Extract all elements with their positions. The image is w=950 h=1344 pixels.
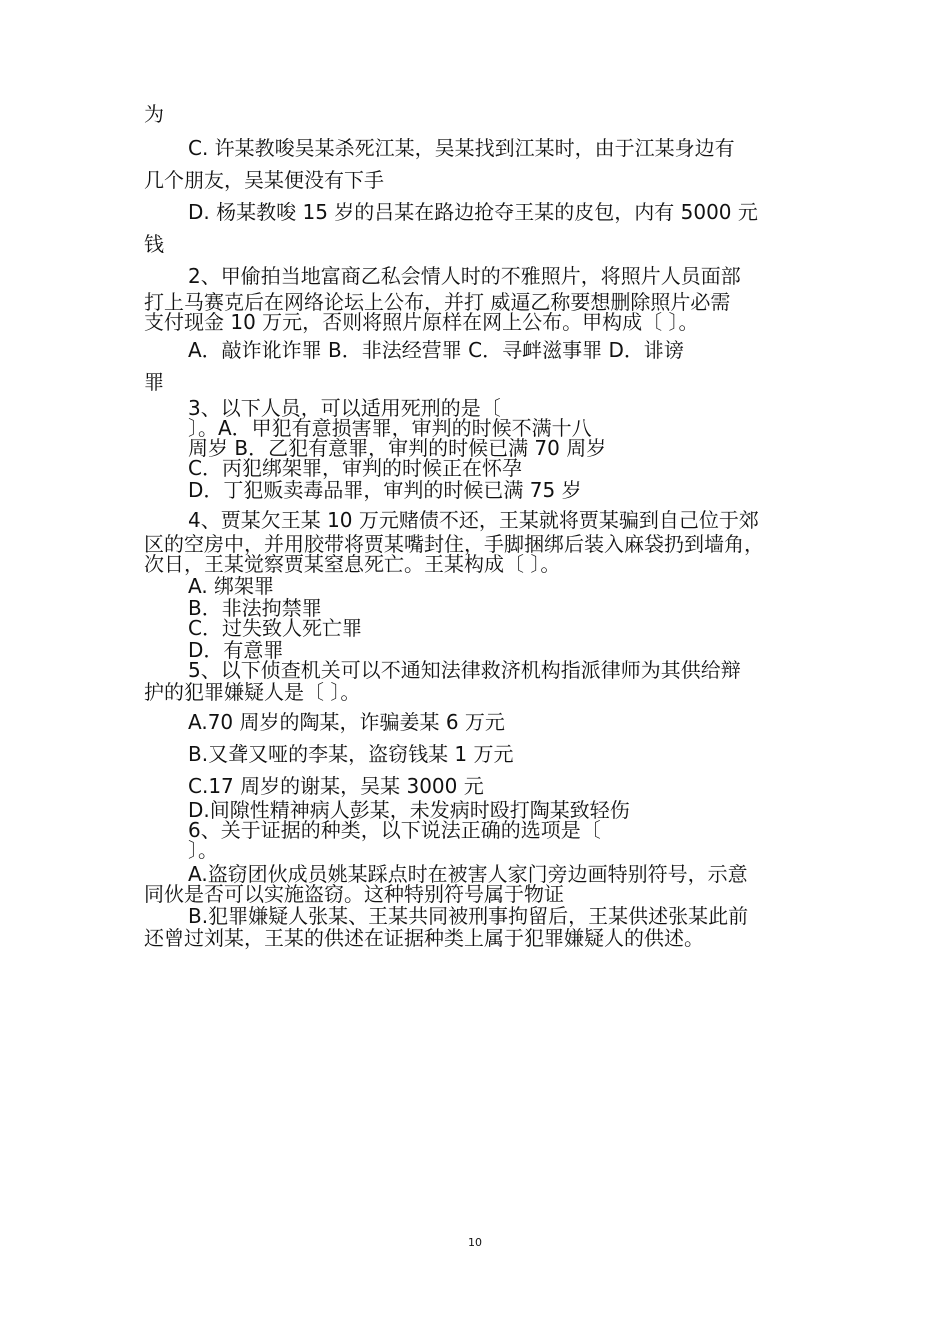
text-line: 4、贾某欠王某 10 万元赌债不还，王某就将贾某骗到自己位于郊 xyxy=(188,508,759,532)
text-line: 打上马赛克后在网络论坛上公布，并打 威逼乙称要想删除照片必需 xyxy=(144,290,731,314)
text-line: D．丁犯贩卖毒品罪，审判的时候已满 75 岁 xyxy=(188,478,582,502)
text-line: 〕。 xyxy=(188,838,218,862)
text-line: D．有意罪 xyxy=(188,638,284,662)
text-line: 〕。A．甲犯有意损害罪，审判的时候不满十八 xyxy=(188,416,592,440)
text-line: D.间隙性精神病人彭某，未发病时殴打陶某致轻伤 xyxy=(188,798,630,822)
text-line: A．敲诈讹诈罪 B．非法经营罪 C．寻衅滋事罪 D．诽谤 xyxy=(188,338,684,362)
text-line: 支付现金 10 万元，否则将照片原样在网上公布。甲构成〔 〕。 xyxy=(144,310,699,334)
text-line: A. 绑架罪 xyxy=(188,574,275,598)
text-line: 罪 xyxy=(144,370,164,394)
text-line: 为 xyxy=(144,102,164,126)
text-line: 还曾过刘某，王某的供述在证据种类上属于犯罪嫌疑人的供述。 xyxy=(144,926,704,950)
text-line: 区的空房中，并用胶带将贾某嘴封住，手脚捆绑后装入麻袋扔到墙角， xyxy=(144,532,764,556)
text-line: C．丙犯绑架罪，审判的时候正在怀孕 xyxy=(188,456,522,480)
text-line: C. 许某教唆吴某杀死江某，吴某找到江某时，由于江某身边有 xyxy=(188,136,735,160)
text-line: B．非法拘禁罪 xyxy=(188,596,322,620)
text-line: 3、以下人员，可以适用死刑的是〔 xyxy=(188,396,501,420)
text-line: A.盗窃团伙成员姚某踩点时在被害人家门旁边画特别符号，示意 xyxy=(188,862,748,886)
page-number: 10 xyxy=(468,1236,482,1249)
text-line: 6、关于证据的种类，以下说法正确的选项是〔 xyxy=(188,818,601,842)
text-line: 次日，王某觉察贾某窒息死亡。王某构成〔 〕。 xyxy=(144,552,561,576)
text-line: C.17 周岁的谢某，吴某 3000 元 xyxy=(188,774,484,798)
text-line: D. 杨某教唆 15 岁的吕某在路边抢夺王某的皮包，内有 5000 元 xyxy=(188,200,758,224)
text-line: 护的犯罪嫌疑人是〔 〕。 xyxy=(144,680,361,704)
text-line: 几个朋友，吴某便没有下手 xyxy=(144,168,384,192)
text-line: 周岁 B．乙犯有意罪，审判的时候已满 70 周岁 xyxy=(188,436,607,460)
text-line: A.70 周岁的陶某，诈骗姜某 6 万元 xyxy=(188,710,505,734)
text-line: 钱 xyxy=(144,232,164,256)
text-line: B.又聋又哑的李某，盗窃钱某 1 万元 xyxy=(188,742,514,766)
text-line: 5、以下侦查机关可以不通知法律救济机构指派律师为其供给辩 xyxy=(188,658,741,682)
text-line: C．过失致人死亡罪 xyxy=(188,616,362,640)
text-line: 同伙是否可以实施盗窃。这种特别符号属于物证 xyxy=(144,882,564,906)
text-line: 2、甲偷拍当地富商乙私会情人时的不雅照片，将照片人员面部 xyxy=(188,264,741,288)
text-line: B.犯罪嫌疑人张某、王某共同被刑事拘留后，王某供述张某此前 xyxy=(188,904,749,928)
